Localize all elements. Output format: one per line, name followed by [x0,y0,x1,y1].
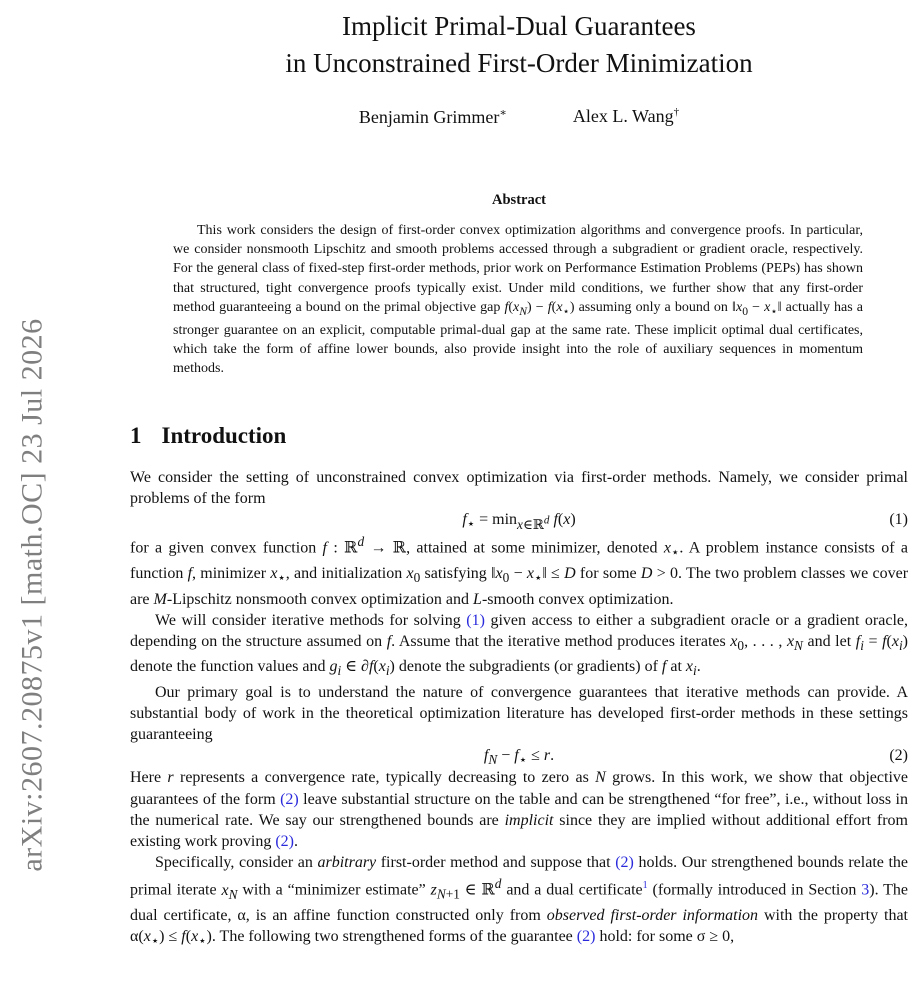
equation-reference[interactable]: (2) [275,832,294,850]
abstract-text: This work considers the design of first-order convex optimization algorithms and convergence proofs. In particular, we consider nonsmooth Lipschitz and smooth problems accessed through a subgradient or gradient oracle, respectively. For the general class of fixed-step first-order methods, prior work on Performance Estimation Problems (PEPs) has shown that structured, tight convergence proofs typically exist. Under mild conditions, we further show that any first-order method guaranteeing a bound on the primal objective gap $f(x_N) - f(x_⋆)$ assuming only a bound on $‖x_0$ − $x_⋆‖$ actually has a stronger guarantee on an explicit, computable primal-dual gap at the same rate. These implicit optimal dual certificates, which take the form of affine lower bounds, also provide insight into the role of auxiliary sequences in momentum methods. [173,223,863,377]
paragraph: Our primary goal is to understand the nature of convergence guarantees that iterative methods can provide. A substantial body of work in the theoretical optimization literature has developed first-order methods in these settings guaranteeing [130,683,908,744]
title-line-2: in Unconstrained First-Order Minimization [285,48,753,78]
equation-2: $f_N - f_⋆ \le r$. (2) [483,747,908,768]
paragraph: Specifically, consider an arbitrary first-order method and suppose that (2) holds. Our strengthened bounds relate the primal iterate $x_N$ with a “minimizer estimate” $z_{N+1}$ ∈ ℝ$^d$ and a dual certificate$^1$ (formally introduced in Section 3). The dual certificate, α, is an affine function constructed only from observed first-order information with the property that $\alpha(x_⋆) \le f(x_⋆)$. The following two strengthened forms of the guarantee (2) hold: for some σ ≥ 0, [130,854,909,949]
equation-reference[interactable]: (2) [615,854,634,872]
author-2-footnote-mark: † [673,106,680,118]
abstract-heading: Abstract [492,192,546,208]
equation-1: $f_⋆ = \min_{x\in ℝ^d} f(x)$ (1) [462,511,908,532]
equation-reference[interactable]: (1) [466,611,485,629]
author-1: Benjamin Grimmer∗ [358,107,507,127]
footnote-reference[interactable]: 1 [642,880,648,892]
title-line-1: Implicit Primal-Dual Guarantees [342,11,696,41]
section-reference[interactable]: 3 [861,881,870,899]
section-heading [130,423,286,449]
author-1-footnote-mark: ∗ [499,107,507,119]
paragraph: We consider the setting of unconstrained convex optimization via first-order methods. Namely, we consider primal problems of the form [130,469,908,508]
section-title: Introduction [161,423,287,448]
equation-1-number: (1) [889,511,908,529]
section-number: 1 [130,423,142,448]
paper-title [130,8,908,82]
author-2: Alex L. Wang† [572,106,680,126]
arxiv-watermark: arXiv:2607.20875v1 [math.OC] 23 Jul 2026 [16,318,50,872]
equation-reference[interactable]: (2) [280,790,299,808]
introduction-body [130,467,908,952]
equation-reference[interactable]: (2) [576,928,596,946]
author-list [130,106,908,128]
paragraph: Here r represents a convergence rate, typically decreasing to zero as N grows. In this work, we show that objective guarantees of the form (2) leave substantial structure on the table and can be strengthened “for free”, i.e., without loss in the numerical rate. We say our strengthened bounds are implicit since they are implied without additional effort from existing work proving (2). [130,769,908,850]
equation-2-number: (2) [889,747,908,765]
paragraph: for a given convex function f : ℝ$^d$ → ℝ, attained at some minimizer, denoted $x_⋆$. A problem instance consists of a function f, minimizer $x_⋆$, and initialization $x_0$ satisfying $‖x_0$ − $x_⋆‖ \le D$ for some D > 0. The two problem classes we cover are M-Lipschitz nonsmooth convex optimization and L-smooth convex optimization. [130,534,909,608]
paragraph: We will consider iterative methods for solving (1) given access to either a subgradient oracle or a gradient oracle, depending on the structure assumed on f. Assume that the iterative method produces iterates $x_0$, . . . , $x_N$ and let $f_i = f(x_i)$ denote the function values and $g_i$ ∈ $\partial f(x_i)$ denote the subgradients (or gradients) of f at $x_i$. [130,611,909,679]
